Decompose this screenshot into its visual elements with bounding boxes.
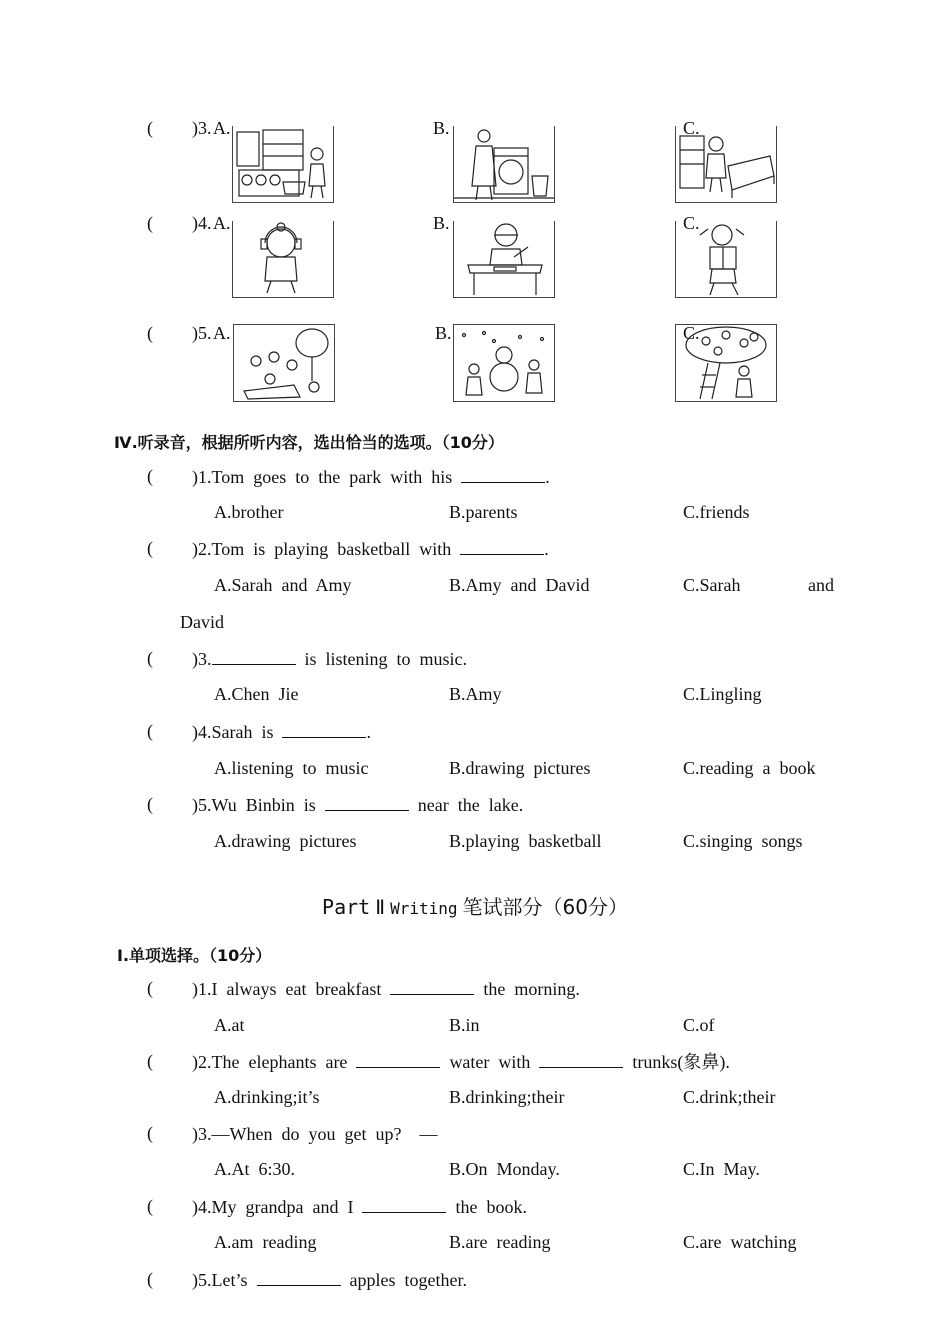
girl-writing-icon[interactable] bbox=[453, 221, 555, 298]
section-1-heading: Ⅰ.单项选择。（10分） bbox=[117, 946, 272, 965]
answer-blank[interactable] bbox=[461, 468, 545, 483]
option-b[interactable]: B.playing basketball bbox=[449, 831, 602, 851]
option-b[interactable]: B.drawing pictures bbox=[449, 758, 591, 778]
option-c[interactable]: C.of bbox=[683, 1015, 715, 1035]
option-a[interactable]: A.am reading bbox=[214, 1232, 317, 1252]
question-text: )3. is listening to music. bbox=[192, 649, 468, 669]
option-b[interactable]: B.drinking;their bbox=[449, 1087, 565, 1107]
question-number: )3. bbox=[192, 118, 212, 138]
question-text: )4.Sarah is . bbox=[192, 722, 371, 742]
answer-paren: ( bbox=[147, 466, 153, 486]
question-text: )4.My grandpa and I the book. bbox=[192, 1197, 527, 1217]
option-c[interactable]: C.friends bbox=[683, 502, 750, 522]
option-c-label: C. bbox=[683, 118, 700, 138]
answer-paren: ( bbox=[147, 323, 153, 343]
option-c[interactable]: C.are watching bbox=[683, 1232, 797, 1252]
option-c-label: C. bbox=[683, 213, 700, 233]
part-2-title: Part Ⅱ Writing 笔试部分（60分） bbox=[322, 895, 628, 919]
apple-tree-picking-icon[interactable] bbox=[675, 324, 777, 402]
option-c[interactable]: C.reading a book bbox=[683, 758, 816, 778]
option-b[interactable]: B.are reading bbox=[449, 1232, 551, 1252]
option-c-label: C. bbox=[683, 323, 700, 343]
snowman-scene-icon[interactable] bbox=[453, 324, 555, 402]
option-a[interactable]: A.listening to music bbox=[214, 758, 369, 778]
option-b[interactable]: B.Amy and David bbox=[449, 575, 590, 595]
bedroom-girl-icon[interactable] bbox=[675, 126, 777, 203]
option-c-continued: and bbox=[808, 575, 834, 595]
question-text: )5.Wu Binbin is near the lake. bbox=[192, 795, 524, 815]
question-text: )2.The elephants are water with trunks(象鼻). bbox=[192, 1052, 730, 1072]
section-4-heading: Ⅳ.听录音，根据所听内容，选出恰当的选项。（10分） bbox=[114, 433, 504, 452]
question-text: )3.—When do you get up? — bbox=[192, 1124, 438, 1144]
option-b[interactable]: B.parents bbox=[449, 502, 518, 522]
question-text: )1.Tom goes to the park with his . bbox=[192, 467, 550, 487]
option-b-label: B. bbox=[433, 118, 450, 138]
girl-listening-icon[interactable] bbox=[232, 221, 334, 298]
answer-paren: ( bbox=[147, 1123, 153, 1143]
washing-clothes-icon[interactable] bbox=[453, 126, 555, 203]
option-c[interactable]: C.singing songs bbox=[683, 831, 803, 851]
option-b[interactable]: B.in bbox=[449, 1015, 480, 1035]
answer-blank-1[interactable] bbox=[356, 1053, 440, 1068]
option-a-label: A. bbox=[213, 213, 231, 233]
option-b-label: B. bbox=[435, 323, 452, 343]
option-a[interactable]: A.Sarah and Amy bbox=[214, 575, 352, 595]
question-text: )2.Tom is playing basketball with . bbox=[192, 539, 549, 559]
option-a[interactable]: A.At 6:30. bbox=[214, 1159, 295, 1179]
option-a[interactable]: A.at bbox=[214, 1015, 245, 1035]
answer-paren: ( bbox=[147, 213, 153, 233]
answer-paren: ( bbox=[147, 1269, 153, 1289]
option-b[interactable]: B.On Monday. bbox=[449, 1159, 560, 1179]
answer-blank-2[interactable] bbox=[539, 1053, 623, 1068]
option-c-wrapped: David bbox=[180, 612, 224, 632]
option-c[interactable]: C.drink;their bbox=[683, 1087, 776, 1107]
option-a[interactable]: A.brother bbox=[214, 502, 284, 522]
answer-paren: ( bbox=[147, 794, 153, 814]
answer-blank[interactable] bbox=[460, 540, 544, 555]
answer-blank[interactable] bbox=[362, 1198, 446, 1213]
answer-paren: ( bbox=[147, 1196, 153, 1216]
question-number: )5. bbox=[192, 323, 212, 343]
option-b[interactable]: B.Amy bbox=[449, 684, 502, 704]
question-text: )5.Let’s apples together. bbox=[192, 1270, 467, 1290]
answer-paren: ( bbox=[147, 648, 153, 668]
answer-blank[interactable] bbox=[390, 980, 474, 995]
answer-paren: ( bbox=[147, 118, 153, 138]
option-c[interactable]: C.In May. bbox=[683, 1159, 760, 1179]
option-c[interactable]: C.Lingling bbox=[683, 684, 762, 704]
option-a[interactable]: A.drawing pictures bbox=[214, 831, 357, 851]
option-a[interactable]: A.Chen Jie bbox=[214, 684, 299, 704]
answer-paren: ( bbox=[147, 978, 153, 998]
option-a-label: A. bbox=[213, 118, 231, 138]
picnic-scene-icon[interactable] bbox=[233, 324, 335, 402]
answer-paren: ( bbox=[147, 1051, 153, 1071]
answer-blank[interactable] bbox=[282, 723, 366, 738]
option-c[interactable]: C.Sarah bbox=[683, 575, 741, 595]
option-b-label: B. bbox=[433, 213, 450, 233]
question-text: )1.I always eat breakfast the morning. bbox=[192, 979, 580, 999]
supermarket-shopping-icon[interactable] bbox=[232, 126, 334, 203]
answer-paren: ( bbox=[147, 538, 153, 558]
answer-blank[interactable] bbox=[257, 1271, 341, 1286]
answer-blank[interactable] bbox=[325, 796, 409, 811]
answer-blank[interactable] bbox=[212, 650, 296, 665]
option-a[interactable]: A.drinking;it’s bbox=[214, 1087, 320, 1107]
girl-reading-icon[interactable] bbox=[675, 221, 777, 298]
option-a-label: A. bbox=[213, 323, 231, 343]
question-number: )4. bbox=[192, 213, 212, 233]
answer-paren: ( bbox=[147, 721, 153, 741]
